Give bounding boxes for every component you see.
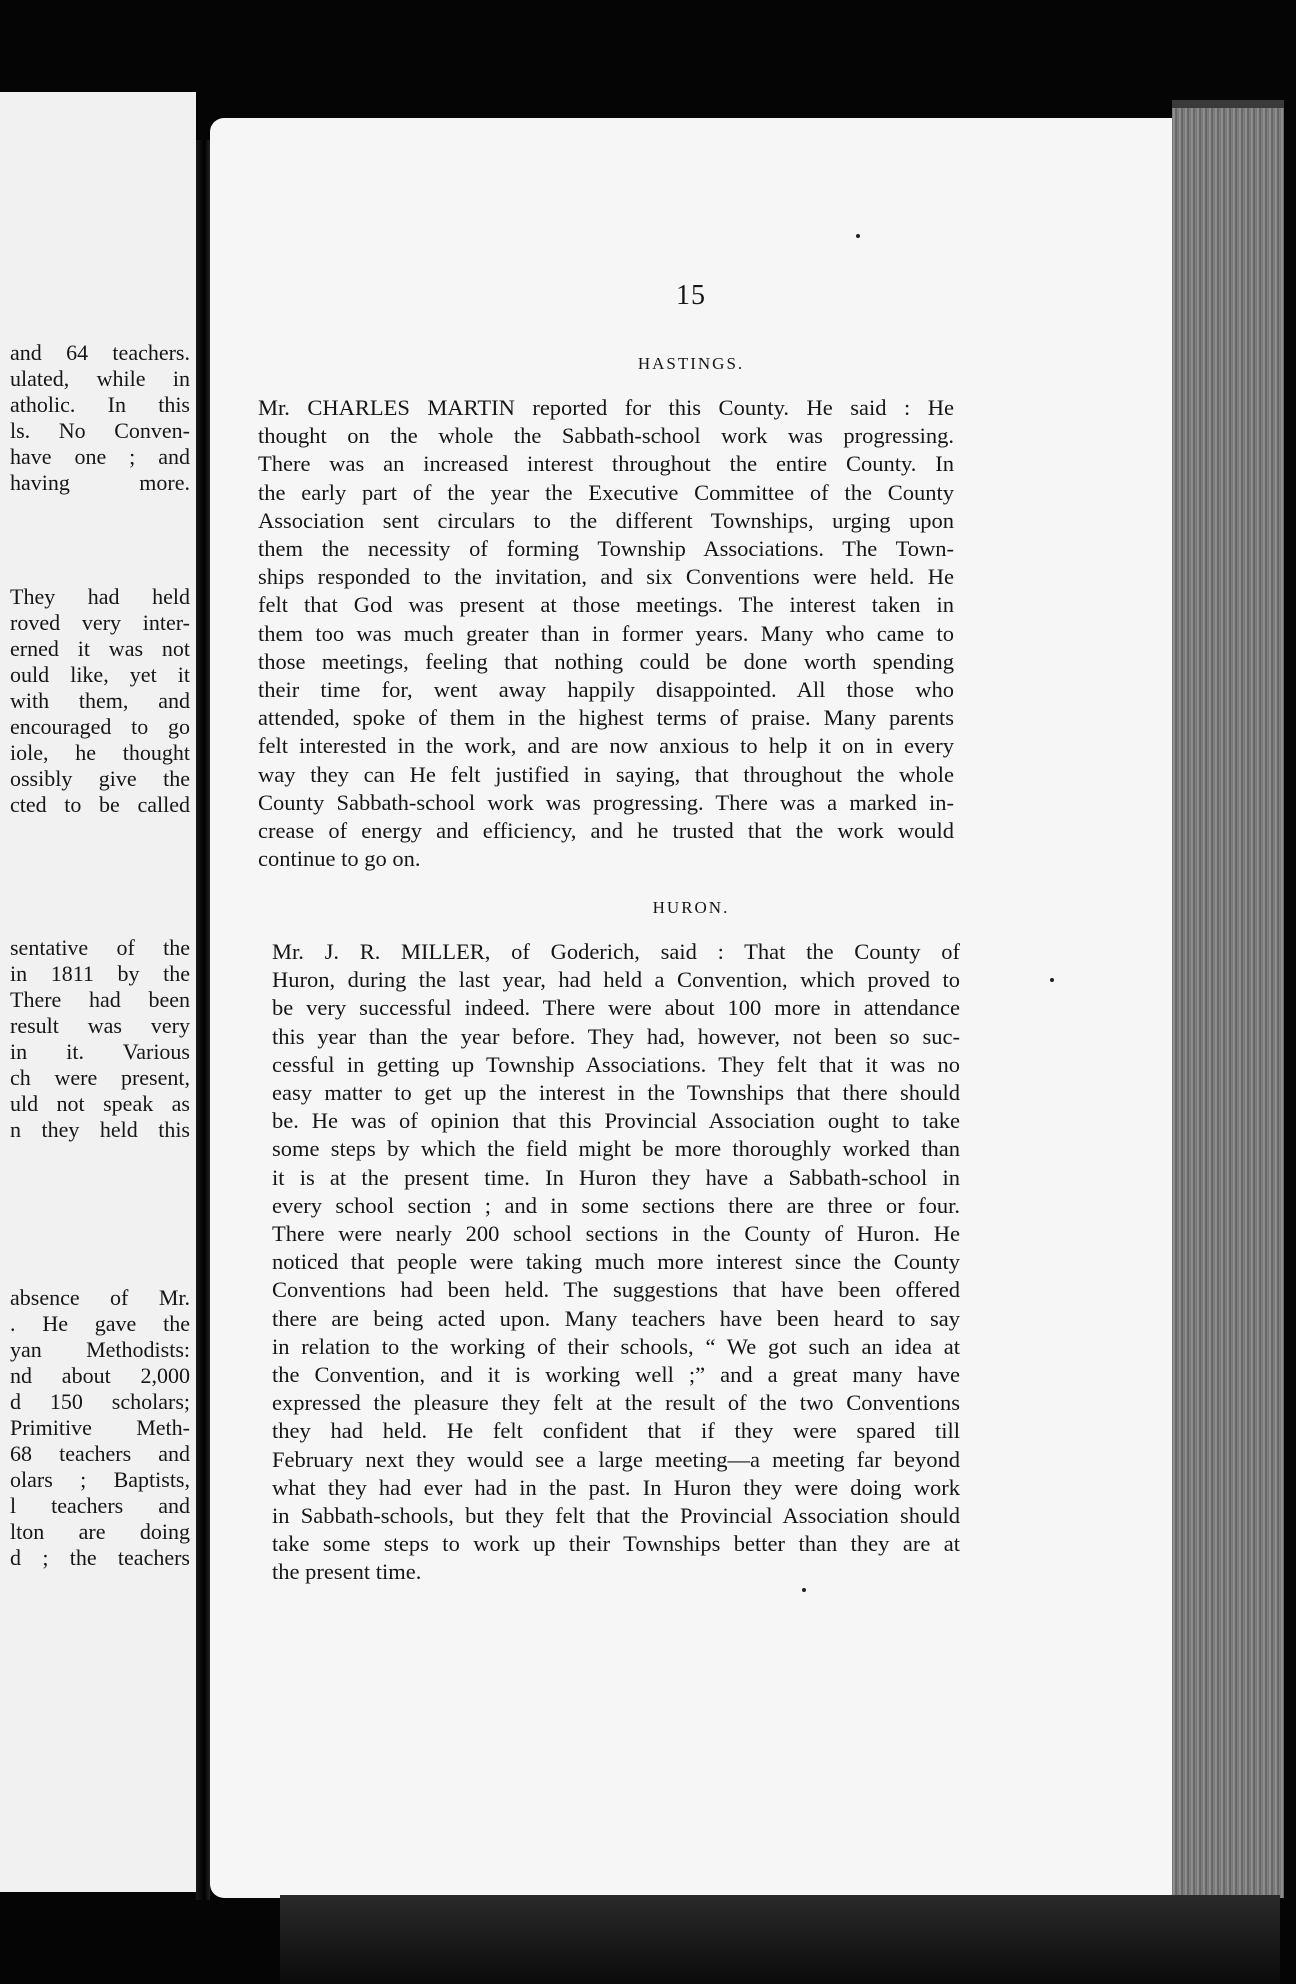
text-line: Conventions had been held. The suggestions that have been offered [272, 1277, 960, 1303]
print-speck [856, 234, 860, 238]
left-text-line: having more. [10, 470, 190, 495]
text-line: attended, spoke of them in the highest terms of praise. Many parents [258, 705, 954, 731]
left-text-line: They had held [10, 584, 190, 609]
text-line: what they had ever had in the past. In Huron they were doing work [272, 1474, 960, 1500]
left-text-block-2 [10, 584, 190, 818]
left-text-line: lton are doing [10, 1519, 190, 1544]
text-line: February next they would see a large meeting—a meeting far beyond [272, 1446, 960, 1472]
left-text-line: with them, and [10, 688, 190, 713]
text-line: cessful in getting up Township Associations. They felt that it was no [272, 1051, 960, 1077]
text-line: some steps by which the field might be more thoroughly worked than [272, 1136, 960, 1162]
left-text-line: nd about 2,000 [10, 1363, 190, 1388]
left-text-block-3 [10, 935, 190, 1143]
left-text-line: ossibly give the [10, 766, 190, 791]
text-line: Association sent circulars to the different Townships, urging upon [258, 507, 954, 533]
text-line: them too was much greater than in former years. Many who came to [258, 620, 954, 646]
book-bottom-edge [280, 1895, 1280, 1984]
text-line: take some steps to work up their Townships better than they are at [272, 1531, 960, 1557]
text-line: way they can He felt justified in saying, that throughout the whole [258, 761, 954, 787]
left-text-line: d 150 scholars; [10, 1389, 190, 1414]
text-line: ships responded to the invitation, and six Conventions were held. He [258, 564, 954, 590]
text-line: this year than the year before. They had, however, not been so suc- [272, 1023, 960, 1049]
hastings-paragraph [258, 394, 954, 873]
text-line: Mr. CHARLES MARTIN reported for this County. He said : He [258, 395, 954, 420]
previous-page-fragment [0, 92, 196, 1892]
left-text-line: encouraged to go [10, 714, 190, 739]
left-text-line: ls. No Conven- [10, 418, 190, 443]
left-text-line: in it. Various [10, 1039, 190, 1064]
left-text-line: . He gave the [10, 1311, 190, 1336]
text-line: Huron, during the last year, had held a Convention, which proved to [272, 967, 960, 993]
text-line: their time for, went away happily disappointed. All those who [258, 677, 954, 703]
text-line: There were nearly 200 school sections in the County of Huron. He [272, 1221, 960, 1247]
text-line: the Convention, and it is working well ;” and a great many have [272, 1362, 960, 1388]
text-line: easy matter to get up the interest in the Townships that there should [272, 1080, 960, 1106]
section-heading-huron: HURON. [652, 898, 730, 917]
text-line: felt interested in the work, and are now anxious to help it on in every [258, 733, 954, 759]
text-line: it is at the present time. In Huron they have a Sabbath-school in [272, 1164, 960, 1190]
left-text-line: absence of Mr. [10, 1285, 190, 1310]
text-line: County Sabbath-school work was progressing. There was a marked in- [258, 789, 954, 815]
print-speck [1050, 978, 1054, 982]
left-text-line: d ; the teachers [10, 1545, 190, 1570]
text-line: be very successful indeed. There were about 100 more in attendance [272, 995, 960, 1021]
text-line: noticed that people were taking much more interest since the County [272, 1249, 960, 1275]
left-text-line: in 1811 by the [10, 961, 190, 986]
text-line: they had held. He felt confident that if they were spared till [272, 1418, 960, 1444]
left-text-block-1 [10, 340, 190, 496]
huron-paragraph [272, 938, 960, 1587]
text-line: the present time. [272, 1559, 422, 1585]
left-text-line: iole, he thought [10, 740, 190, 765]
book-gutter [196, 140, 210, 1900]
text-line: those meetings, feeling that nothing could be done worth spending [258, 648, 954, 674]
page-edges [1172, 100, 1284, 1898]
text-line: every school section ; and in some sections there are three or four. [272, 1192, 960, 1218]
text-line: There was an increased interest throughout the entire County. In [258, 451, 954, 477]
section-heading-hastings: HASTINGS. [637, 354, 745, 373]
left-text-line: Primitive Meth- [10, 1415, 190, 1440]
print-speck [802, 1588, 806, 1592]
left-text-line: result was very [10, 1013, 190, 1038]
book-page [210, 118, 1172, 1898]
left-text-line: and 64 teachers. [10, 340, 190, 365]
text-line: the early part of the year the Executive Committee of the County [258, 479, 954, 505]
left-text-line: olars ; Baptists, [10, 1467, 190, 1492]
page-number: 15 [676, 280, 706, 311]
left-text-line: ould like, yet it [10, 662, 190, 687]
text-line: in Sabbath-schools, but they felt that the Provincial Association should [272, 1503, 960, 1529]
text-line: expressed the pleasure they felt at the result of the two Conventions [272, 1390, 960, 1416]
left-text-line: have one ; and [10, 444, 190, 469]
left-text-line: uld not speak as [10, 1091, 190, 1116]
left-text-line: ch were present, [10, 1065, 190, 1090]
left-text-line: There had been [10, 987, 190, 1012]
left-text-line: yan Methodists: [10, 1337, 190, 1362]
text-line: crease of energy and efficiency, and he trusted that the work would [258, 818, 954, 844]
text-line: felt that God was present at those meetings. The interest taken in [258, 592, 954, 618]
left-text-line: atholic. In this [10, 392, 190, 417]
left-text-line: n they held this [10, 1117, 190, 1142]
left-text-line: sentative of the [10, 935, 190, 960]
text-line: in relation to the working of their schools, “ We got such an idea at [272, 1333, 960, 1359]
text-line: Mr. J. R. MILLER, of Goderich, said : That the County of [272, 939, 960, 964]
text-line: them the necessity of forming Township Associations. The Town- [258, 536, 954, 562]
left-text-line: roved very inter- [10, 610, 190, 635]
text-line: thought on the whole the Sabbath-school work was progressing. [258, 423, 954, 449]
left-text-line: 68 teachers and [10, 1441, 190, 1466]
text-line: be. He was of opinion that this Provincial Association ought to take [272, 1108, 960, 1134]
left-text-block-4 [10, 1285, 190, 1571]
left-text-line: ulated, while in [10, 366, 190, 391]
text-line: there are being acted upon. Many teachers have been heard to say [272, 1305, 960, 1331]
left-text-line: cted to be called [10, 792, 190, 817]
left-text-line: l teachers and [10, 1493, 190, 1518]
text-line: continue to go on. [258, 846, 421, 872]
left-text-line: erned it was not [10, 636, 190, 661]
